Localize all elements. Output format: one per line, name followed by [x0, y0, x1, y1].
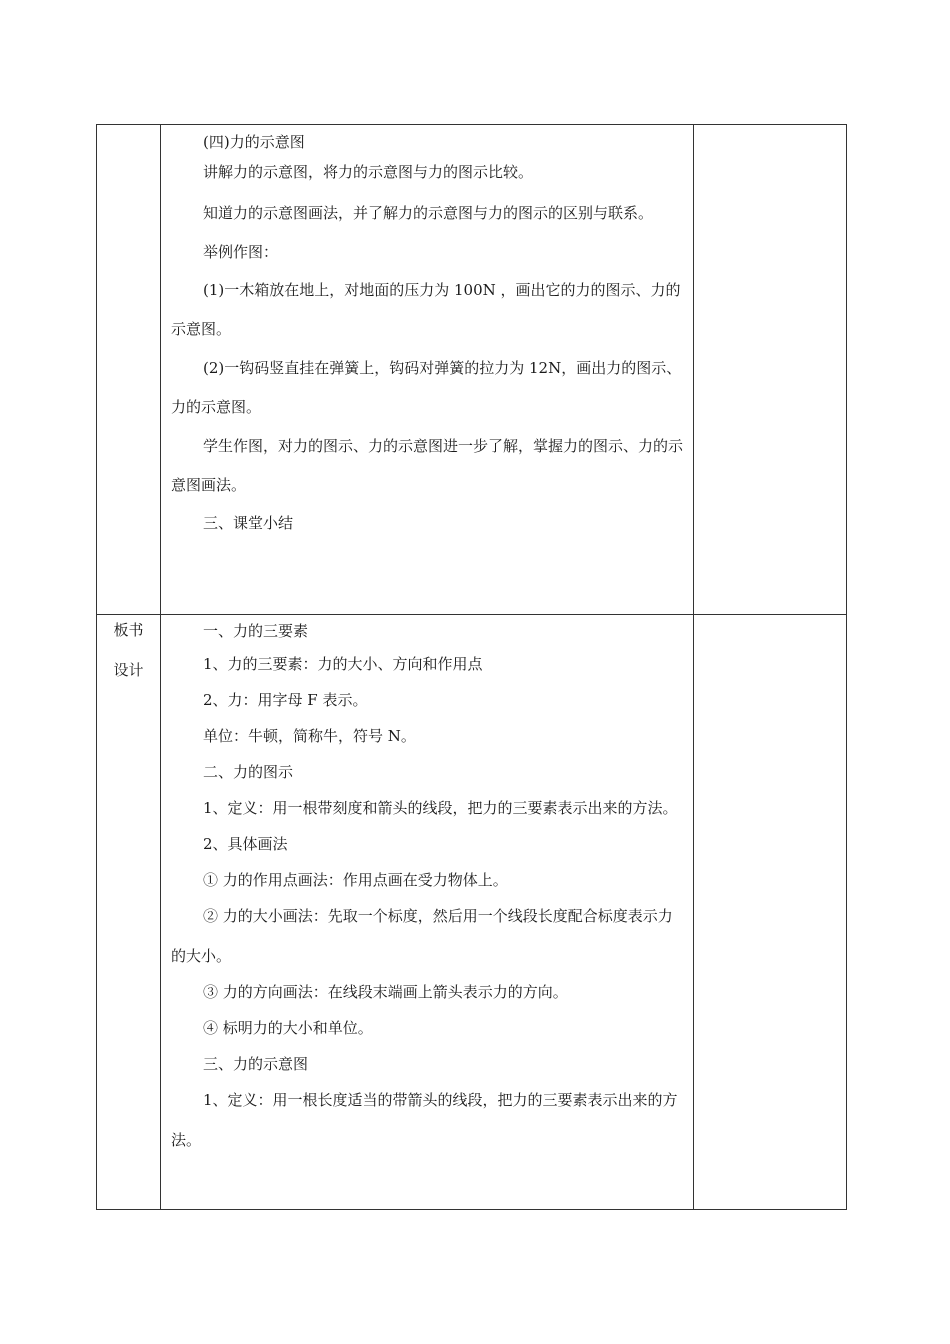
teaching-process-cell — [161, 125, 694, 615]
board-line: 1、力的三要素：力的大小、方向和作用点 — [203, 655, 483, 673]
board-line: ③ 力的方向画法：在线段末端画上箭头表示力的方向。 — [203, 983, 568, 1001]
paragraph: 讲解力的示意图，将力的示意图与力的图示比较。 — [203, 163, 534, 181]
paragraph: (1)一木箱放在地上，对地面的压力为 100N ，画出它的力的图示、力的示意图。 — [171, 281, 681, 338]
board-line: ② 力的大小画法：先取一个标度，然后用一个线段长度配合标度表示力的大小。 — [171, 907, 673, 965]
board-line: ④ 标明力的大小和单位。 — [203, 1019, 373, 1037]
board-label-line2: 设计 — [113, 661, 144, 679]
board-label-line1: 板书 — [113, 621, 144, 639]
board-line: ① 力的作用点画法：作用点画在受力物体上。 — [203, 871, 508, 889]
board-line: 三、力的示意图 — [203, 1055, 309, 1073]
upper-note-cell — [694, 125, 847, 615]
paragraph: 三、课堂小结 — [203, 514, 294, 532]
lesson-plan-table — [96, 124, 847, 1210]
paragraph: 知道力的示意图画法，并了解力的示意图与力的图示的区别与联系。 — [203, 204, 654, 222]
board-design-row — [97, 615, 847, 1210]
board-line: 二、力的图示 — [203, 763, 294, 781]
paragraph: 学生作图，对力的图示、力的示意图进一步了解，掌握力的图示、力的示意图画法。 — [171, 437, 684, 494]
board-line: 单位：牛顿，简称牛，符号 N。 — [203, 727, 416, 745]
board-line: 1、定义：用一根带刻度和箭头的线段，把力的三要素表示出来的方法。 — [203, 799, 678, 817]
section-heading: (四)力的示意图 — [203, 133, 305, 151]
board-design-label-cell — [97, 615, 161, 1210]
paragraph: (2)一钩码竖直挂在弹簧上，钩码对弹簧的拉力为 12N，画出力的图示、力的示意图。 — [171, 359, 682, 416]
teaching-process-row — [97, 125, 847, 615]
board-line: 2、力：用字母 F 表示。 — [203, 691, 368, 709]
upper-label-cell — [97, 125, 161, 615]
board-design-content-cell — [161, 615, 694, 1210]
board-line: 2、具体画法 — [203, 835, 288, 853]
board-line: 1、定义：用一根长度适当的带箭头的线段，把力的三要素表示出来的方法。 — [171, 1091, 678, 1149]
board-line: 一、力的三要素 — [203, 622, 309, 640]
board-note-cell — [694, 615, 847, 1210]
paragraph: 举例作图： — [203, 243, 279, 261]
